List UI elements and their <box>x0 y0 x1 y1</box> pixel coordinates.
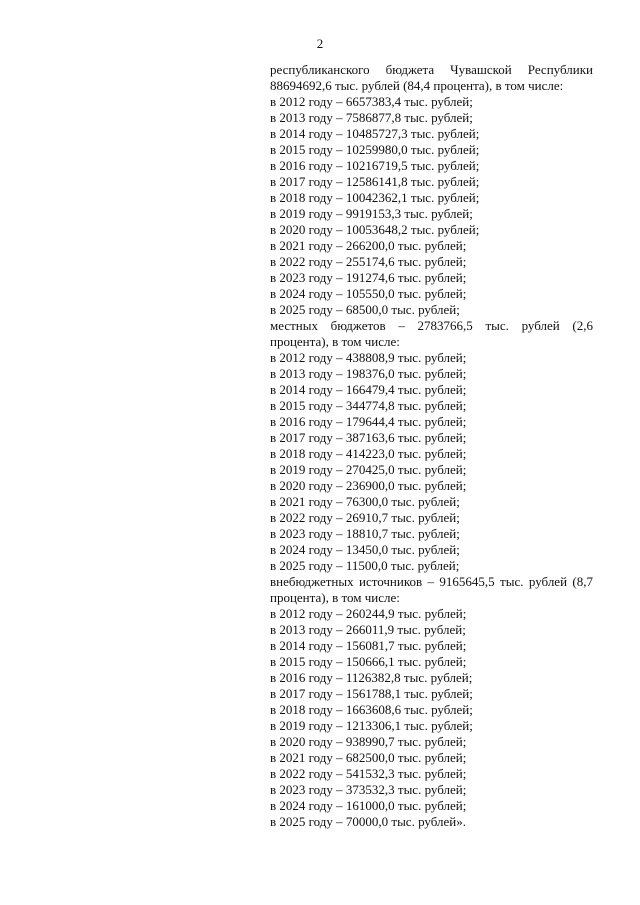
local-budgets-item: в 2018 году – 414223,0 тыс. рублей; <box>270 446 467 461</box>
republican-budget-item: в 2020 году – 10053648,2 тыс. рублей; <box>270 222 480 237</box>
republican-budget-item: в 2014 году – 10485727,3 тыс. рублей; <box>270 126 480 141</box>
republican-budget-item: в 2018 году – 10042362,1 тыс. рублей; <box>270 190 480 205</box>
extrabudgetary-item: в 2017 году – 1561788,1 тыс. рублей; <box>270 686 473 701</box>
extrabudgetary-item: в 2013 году – 266011,9 тыс. рублей; <box>270 622 466 637</box>
extrabudgetary-item: в 2012 году – 260244,9 тыс. рублей; <box>270 606 467 621</box>
document-body <box>270 62 593 830</box>
republican-budget-item: в 2016 году – 10216719,5 тыс. рублей; <box>270 158 480 173</box>
local-budgets-item: в 2020 году – 236900,0 тыс. рублей; <box>270 478 467 493</box>
extrabudgetary-item: в 2014 году – 156081,7 тыс. рублей; <box>270 638 467 653</box>
extrabudgetary-item: в 2021 году – 682500,0 тыс. рублей; <box>270 750 467 765</box>
page-number: 2 <box>316 36 324 51</box>
local-budgets-item: в 2024 году – 13450,0 тыс. рублей; <box>270 542 460 557</box>
extrabudgetary-item: в 2025 году – 70000,0 тыс. рублей». <box>270 814 466 829</box>
republican-budget-item: в 2015 году – 10259980,0 тыс. рублей; <box>270 142 480 157</box>
republican-budget-item: в 2024 году – 105550,0 тыс. рублей; <box>270 286 467 301</box>
local-budgets-item: в 2013 году – 198376,0 тыс. рублей; <box>270 366 467 381</box>
local-budgets-item: в 2025 году – 11500,0 тыс. рублей; <box>270 558 460 573</box>
local-budgets-intro: местных бюджетов – 2783766,5 тыс. рублей (2,6 процента), в том числе: <box>270 318 593 349</box>
local-budgets-item: в 2014 году – 166479,4 тыс. рублей; <box>270 382 467 397</box>
republican-budget-item: в 2013 году – 7586877,8 тыс. рублей; <box>270 110 473 125</box>
local-budgets-item: в 2016 году – 179644,4 тыс. рублей; <box>270 414 467 429</box>
extrabudgetary-item: в 2023 году – 373532,3 тыс. рублей; <box>270 782 467 797</box>
local-budgets-item: в 2021 году – 76300,0 тыс. рублей; <box>270 494 460 509</box>
local-budgets-item: в 2012 году – 438808,9 тыс. рублей; <box>270 350 467 365</box>
extrabudgetary-intro: внебюджетных источников – 9165645,5 тыс. рублей (8,7 процента), в том числе: <box>270 574 593 605</box>
local-budgets-item: в 2015 году – 344774,8 тыс. рублей; <box>270 398 467 413</box>
extrabudgetary-item: в 2022 году – 541532,3 тыс. рублей; <box>270 766 467 781</box>
republican-budget-item: в 2019 году – 9919153,3 тыс. рублей; <box>270 206 473 221</box>
extrabudgetary-item: в 2024 году – 161000,0 тыс. рублей; <box>270 798 467 813</box>
republican-budget-item: в 2021 году – 266200,0 тыс. рублей; <box>270 238 467 253</box>
republican-budget-item: в 2025 году – 68500,0 тыс. рублей; <box>270 302 460 317</box>
republican-budget-item: в 2012 году – 6657383,4 тыс. рублей; <box>270 94 473 109</box>
local-budgets-item: в 2017 году – 387163,6 тыс. рублей; <box>270 430 467 445</box>
local-budgets-item: в 2023 году – 18810,7 тыс. рублей; <box>270 526 460 541</box>
extrabudgetary-item: в 2016 году – 1126382,8 тыс. рублей; <box>270 670 473 685</box>
local-budgets-item: в 2022 году – 26910,7 тыс. рублей; <box>270 510 460 525</box>
republican-budget-intro: республиканского бюджета Чувашской Республики 88694692,6 тыс. рублей (84,4 процента), в том числе: <box>270 62 593 93</box>
extrabudgetary-item: в 2019 году – 1213306,1 тыс. рублей; <box>270 718 473 733</box>
extrabudgetary-item: в 2015 году – 150666,1 тыс. рублей; <box>270 654 467 669</box>
extrabudgetary-item: в 2020 году – 938990,7 тыс. рублей; <box>270 734 467 749</box>
republican-budget-item: в 2017 году – 12586141,8 тыс. рублей; <box>270 174 480 189</box>
extrabudgetary-item: в 2018 году – 1663608,6 тыс. рублей; <box>270 702 473 717</box>
republican-budget-item: в 2023 году – 191274,6 тыс. рублей; <box>270 270 467 285</box>
republican-budget-item: в 2022 году – 255174,6 тыс. рублей; <box>270 254 467 269</box>
local-budgets-item: в 2019 году – 270425,0 тыс. рублей; <box>270 462 467 477</box>
